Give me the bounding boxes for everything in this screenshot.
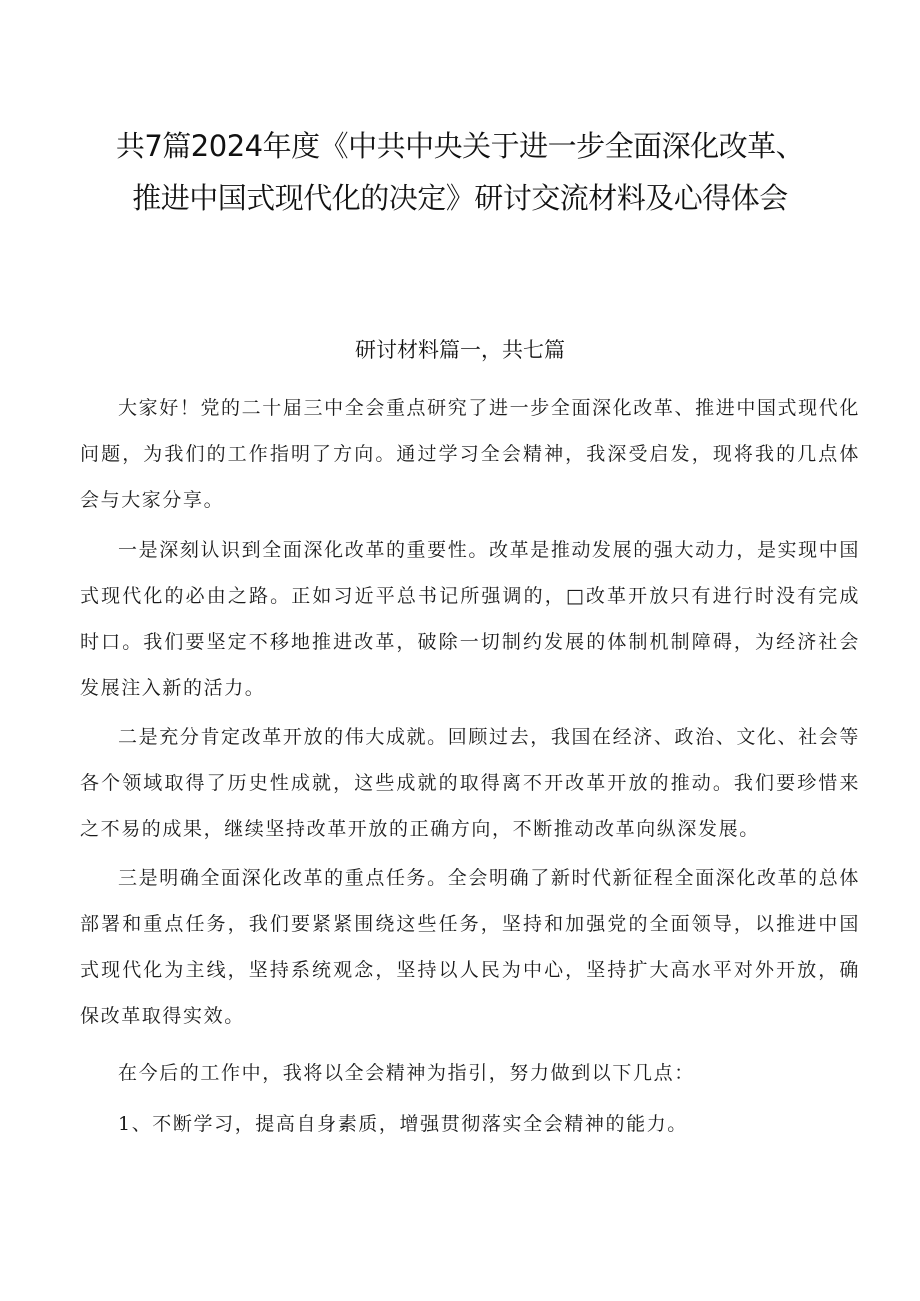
paragraph-point-one: 一是深刻认识到全面深化改革的重要性。改革是推动发展的强大动力，是实现中国式现代化的必由之路。正如习近平总书记所强调的，□改革开放只有进行时没有完成时口。我们要坚定不移地推进改革，破除一切制约发展的体制机制障碍，为经济社会发展注入新的活力。	[80, 539, 860, 699]
paragraph-point-two: 二是充分肯定改革开放的伟大成就。回顾过去，我国在经济、政治、文化、社会等各个领域取得了历史性成就，这些成就的取得离不开改革开放的推动。我们要珍惜来之不易的成果，继续坚持改革开放的正确方向，不断推动改革向纵深发展。	[80, 726, 860, 840]
paragraph-point-three: 三是明确全面深化改革的重点任务。全会明确了新时代新征程全面深化改革的总体部署和重点任务，我们要紧紧围绕这些任务，坚持和加强党的全面领导，以推进中国式现代化为主线，坚持系统观念，坚持以人民为中心，坚持扩大高水平对外开放，确保改革取得实效。	[80, 867, 860, 1027]
paragraph-future-work: 在今后的工作中，我将以全会精神为指引，努力做到以下几点：	[118, 1062, 695, 1084]
document-title: 共7篇2024年度《中共中央关于进一步全面深化改革、推进中国式现代化的决定》研讨交流材料及心得体会	[115, 129, 805, 215]
paragraph-intro: 大家好！党的二十届三中全会重点研究了进一步全面深化改革、推进中国式现代化问题，为我们的工作指明了方向。通过学习全会精神，我深受启发，现将我的几点体会与大家分享。	[80, 397, 860, 511]
section-subtitle: 研讨材料篇一，共七篇	[355, 338, 565, 362]
paragraph-item-one: 1、不断学习，提高自身素质，增强贯彻落实全会精神的能力。	[118, 1113, 688, 1135]
